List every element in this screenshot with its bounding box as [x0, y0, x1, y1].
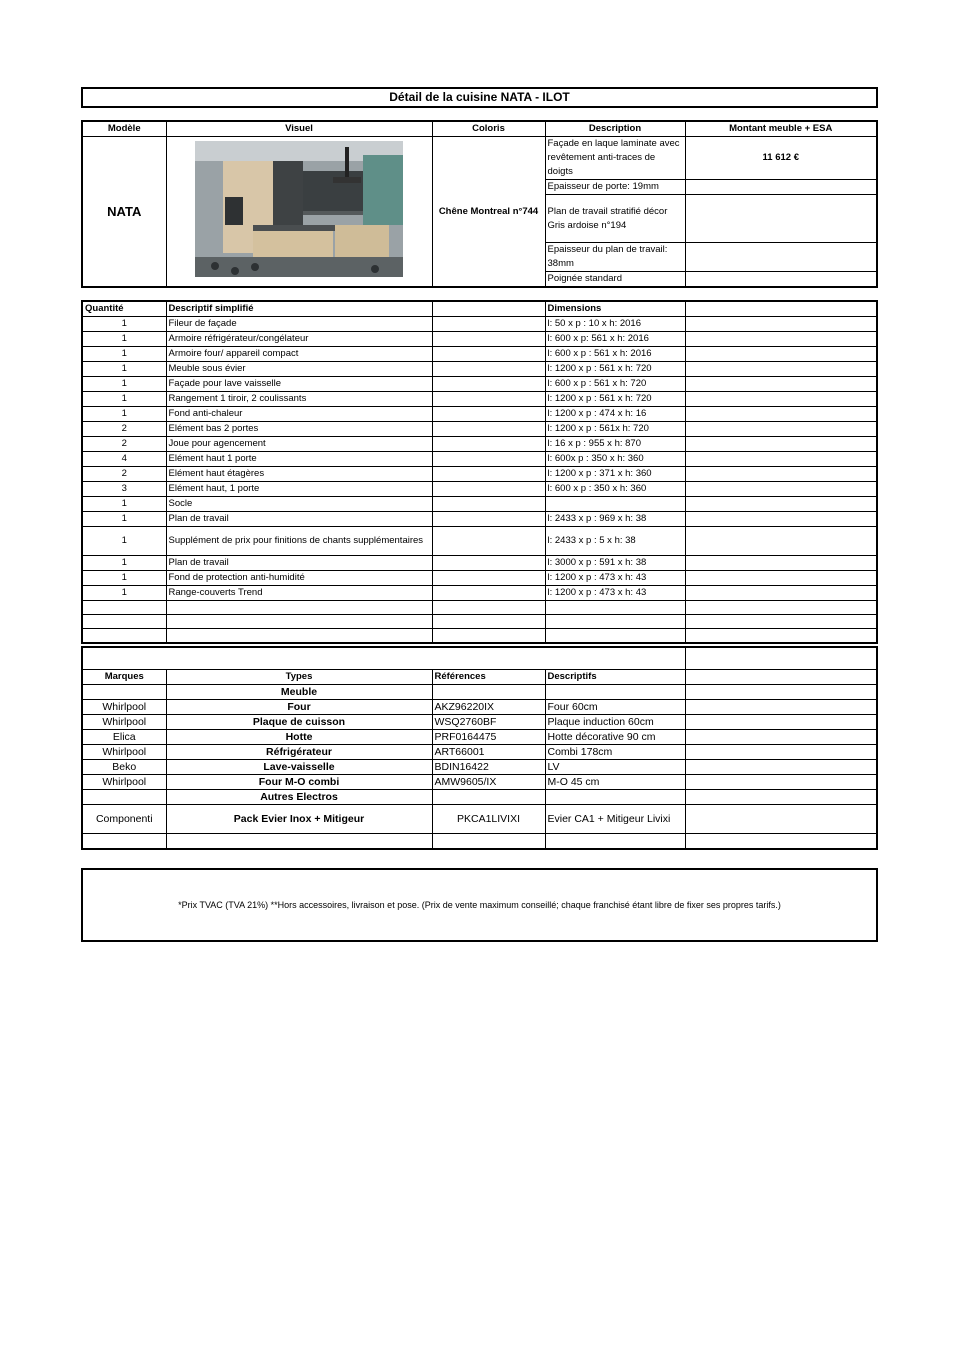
- item-dimensions: l: 600x p : 350 x h: 360: [545, 452, 685, 467]
- appliance-type: Lave-vaisselle: [166, 759, 432, 774]
- item-quantity: 1: [82, 347, 166, 362]
- item-quantity: 1: [82, 377, 166, 392]
- empty-cell: [432, 629, 545, 644]
- appliance-brand: Componenti: [82, 804, 166, 833]
- model-color: Chêne Montreal n°744: [432, 137, 545, 288]
- appliance-type: Réfrigérateur: [166, 744, 432, 759]
- item-quantity: 1: [82, 407, 166, 422]
- item-dimensions: l: 1200 x p : 561 x h: 720: [545, 392, 685, 407]
- empty-cell: [685, 527, 877, 556]
- appliance-reference: AMW9605/IX: [432, 774, 545, 789]
- header-description: Description: [545, 121, 685, 137]
- table-row: [82, 714, 877, 729]
- empty-cell: [432, 615, 545, 629]
- table-row: [82, 699, 877, 714]
- header-coloris: Coloris: [432, 121, 545, 137]
- header-modele: Modèle: [82, 121, 166, 137]
- empty-cell: [685, 180, 877, 195]
- table-row: [82, 586, 877, 601]
- table-row: [82, 759, 877, 774]
- item-quantity: 1: [82, 586, 166, 601]
- table-row: [82, 377, 877, 392]
- header-types: Types: [166, 669, 432, 684]
- empty-cell: [685, 437, 877, 452]
- item-description: Armoire four/ appareil compact: [166, 347, 432, 362]
- header-visuel: Visuel: [166, 121, 432, 137]
- empty-cell: [685, 615, 877, 629]
- item-quantity: [82, 615, 166, 629]
- header-descriptifs: Descriptifs: [545, 669, 685, 684]
- item-dimensions: [545, 615, 685, 629]
- empty-cell: [432, 377, 545, 392]
- item-quantity: 1: [82, 332, 166, 347]
- appliances-table: [81, 646, 878, 850]
- item-quantity: 1: [82, 497, 166, 512]
- empty-cell: [685, 699, 877, 714]
- appliance-brand: Beko: [82, 759, 166, 774]
- appliance-description: Evier CA1 + Mitigeur Livixi: [545, 804, 685, 833]
- appliance-reference: BDIN16422: [432, 759, 545, 774]
- item-description: Supplément de prix pour finitions de chants supplémentaires: [166, 527, 432, 556]
- empty-cell: [545, 833, 685, 849]
- table-row: [82, 392, 877, 407]
- empty-cell: [432, 422, 545, 437]
- empty-cell: [432, 833, 545, 849]
- appliance-brand: Whirlpool: [82, 744, 166, 759]
- item-description: Elément bas 2 portes: [166, 422, 432, 437]
- item-dimensions: l: 3000 x p : 591 x h: 38: [545, 556, 685, 571]
- table-row: [82, 347, 877, 362]
- table-row: [82, 789, 877, 804]
- empty-cell: [685, 744, 877, 759]
- item-dimensions: l: 16 x p : 955 x h: 870: [545, 437, 685, 452]
- section-autres-electros: Autres Electros: [166, 789, 432, 804]
- empty-cell: [685, 647, 877, 669]
- header-quantite: Quantité: [82, 301, 166, 317]
- empty-cell: [685, 482, 877, 497]
- item-description: Fond anti-chaleur: [166, 407, 432, 422]
- table-row: [82, 804, 877, 833]
- item-quantity: 3: [82, 482, 166, 497]
- item-quantity: 1: [82, 362, 166, 377]
- description-4: Epaisseur du plan de travail: 38mm: [545, 243, 685, 272]
- appliance-type: Four: [166, 699, 432, 714]
- table-row: [82, 497, 877, 512]
- table-row: [82, 482, 877, 497]
- empty-cell: [432, 332, 545, 347]
- table-row: [82, 512, 877, 527]
- empty-cell: [685, 362, 877, 377]
- appliance-brand: Whirlpool: [82, 774, 166, 789]
- table-row: [82, 422, 877, 437]
- item-description: Elément haut, 1 porte: [166, 482, 432, 497]
- item-quantity: 1: [82, 556, 166, 571]
- kitchen-image: [195, 141, 403, 277]
- table-row: [82, 467, 877, 482]
- appliance-description: Four 60cm: [545, 699, 685, 714]
- empty-cell: [685, 422, 877, 437]
- empty-cell: [685, 629, 877, 644]
- item-description: [166, 601, 432, 615]
- empty-cell: [432, 512, 545, 527]
- header-blank: [685, 301, 877, 317]
- appliance-type: Hotte: [166, 729, 432, 744]
- section-meuble: Meuble: [166, 684, 432, 699]
- item-dimensions: l: 50 x p : 10 x h: 2016: [545, 317, 685, 332]
- empty-cell: [432, 586, 545, 601]
- empty-cell: [82, 684, 166, 699]
- empty-cell: [685, 347, 877, 362]
- empty-cell: [685, 452, 877, 467]
- empty-cell: [685, 392, 877, 407]
- appliance-type: Pack Evier Inox + Mitigeur: [166, 804, 432, 833]
- appliance-brand: Whirlpool: [82, 699, 166, 714]
- empty-cell: [166, 833, 432, 849]
- appliance-reference: PKCA1LIVIXI: [432, 804, 545, 833]
- table-row: [82, 452, 877, 467]
- item-description: Fond de protection anti-humidité: [166, 571, 432, 586]
- header-descriptif: Descriptif simplifié: [166, 301, 432, 317]
- header-marques: Marques: [82, 669, 166, 684]
- appliance-reference: ART66001: [432, 744, 545, 759]
- table-row: [82, 833, 877, 849]
- item-dimensions: l: 1200 x p : 474 x h: 16: [545, 407, 685, 422]
- item-description: Armoire réfrigérateur/congélateur: [166, 332, 432, 347]
- item-dimensions: l: 1200 x p : 473 x h: 43: [545, 586, 685, 601]
- item-description: Joue pour agencement: [166, 437, 432, 452]
- table-row: [82, 527, 877, 556]
- appliance-description: Hotte décorative 90 cm: [545, 729, 685, 744]
- item-quantity: 2: [82, 437, 166, 452]
- item-dimensions: l: 600 x p : 561 x h: 2016: [545, 347, 685, 362]
- header-blank: [685, 669, 877, 684]
- item-dimensions: [545, 629, 685, 644]
- item-dimensions: l: 1200 x p : 473 x h: 43: [545, 571, 685, 586]
- item-dimensions: l: 1200 x p : 561x h: 720: [545, 422, 685, 437]
- table-row: [82, 437, 877, 452]
- item-dimensions: l: 600 x p : 561 x h: 720: [545, 377, 685, 392]
- empty-cell: [432, 601, 545, 615]
- table-row: [82, 615, 877, 629]
- empty-cell: [685, 195, 877, 243]
- item-quantity: [82, 601, 166, 615]
- empty-cell: [685, 317, 877, 332]
- item-description: Rangement 1 tiroir, 2 coulissants: [166, 392, 432, 407]
- item-description: [166, 629, 432, 644]
- item-dimensions: l: 1200 x p : 561 x h: 720: [545, 362, 685, 377]
- empty-cell: [685, 556, 877, 571]
- appliance-brand: Elica: [82, 729, 166, 744]
- empty-cell: [545, 684, 685, 699]
- item-dimensions: l: 1200 x p : 371 x h: 360: [545, 467, 685, 482]
- empty-cell: [685, 243, 877, 272]
- description-2: Epaisseur de porte: 19mm: [545, 180, 685, 195]
- item-description: Plan de travail: [166, 556, 432, 571]
- description-3: Plan de travail stratifié décor Gris ardoise n°194: [545, 195, 685, 243]
- item-quantity: 1: [82, 392, 166, 407]
- table-row: [82, 774, 877, 789]
- empty-cell: [432, 684, 545, 699]
- empty-cell: [685, 512, 877, 527]
- empty-cell: [432, 571, 545, 586]
- model-name: NATA: [82, 137, 166, 288]
- empty-cell: [685, 377, 877, 392]
- model-amount: 11 612 €: [685, 137, 877, 180]
- empty-cell: [432, 527, 545, 556]
- footer-note: *Prix TVAC (TVA 21%) **Hors accessoires, livraison et pose. (Prix de vente maximum conseillé; chaque franchisé étant libre de fixer ses propres tarifs.): [81, 868, 878, 942]
- items-table: [81, 300, 878, 644]
- item-quantity: [82, 629, 166, 644]
- description-5: Poignée standard: [545, 272, 685, 288]
- empty-cell: [82, 833, 166, 849]
- empty-cell: [432, 362, 545, 377]
- empty-cell: [685, 684, 877, 699]
- appliance-reference: WSQ2760BF: [432, 714, 545, 729]
- table-row: [82, 744, 877, 759]
- empty-cell: [685, 601, 877, 615]
- item-dimensions: [545, 601, 685, 615]
- empty-cell: [432, 347, 545, 362]
- item-quantity: 1: [82, 317, 166, 332]
- appliance-brand: Whirlpool: [82, 714, 166, 729]
- empty-cell: [685, 497, 877, 512]
- table-row: [82, 629, 877, 644]
- item-quantity: 4: [82, 452, 166, 467]
- empty-cell: [432, 497, 545, 512]
- empty-cell: [685, 729, 877, 744]
- item-dimensions: l: 2433 x p : 5 x h: 38: [545, 527, 685, 556]
- item-quantity: 1: [82, 512, 166, 527]
- appliance-description: LV: [545, 759, 685, 774]
- empty-cell: [685, 586, 877, 601]
- empty-cell: [685, 332, 877, 347]
- empty-cell: [432, 317, 545, 332]
- appliance-type: Plaque de cuisson: [166, 714, 432, 729]
- item-dimensions: l: 600 x p: 561 x h: 2016: [545, 332, 685, 347]
- empty-cell: [685, 714, 877, 729]
- empty-cell: [545, 789, 685, 804]
- table-row: [82, 362, 877, 377]
- empty-cell: [432, 407, 545, 422]
- item-description: Range-couverts Trend: [166, 586, 432, 601]
- model-table: [81, 120, 878, 288]
- item-dimensions: l: 600 x p : 350 x h: 360: [545, 482, 685, 497]
- empty-cell: [432, 437, 545, 452]
- table-row: [82, 332, 877, 347]
- item-description: Meuble sous évier: [166, 362, 432, 377]
- item-description: Elément haut 1 porte: [166, 452, 432, 467]
- item-quantity: 2: [82, 467, 166, 482]
- empty-cell: [685, 774, 877, 789]
- description-1: Façade en laque laminate avec revêtement anti-traces de doigts: [545, 137, 685, 180]
- empty-cell: [685, 571, 877, 586]
- item-description: [166, 615, 432, 629]
- empty-cell: [432, 452, 545, 467]
- item-dimensions: l: 2433 x p : 969 x h: 38: [545, 512, 685, 527]
- empty-cell: [82, 789, 166, 804]
- empty-cell: [432, 556, 545, 571]
- empty-cell: [685, 789, 877, 804]
- page-title: Détail de la cuisine NATA - ILOT: [81, 87, 878, 108]
- empty-cell: [82, 647, 685, 669]
- table-row: [82, 601, 877, 615]
- empty-cell: [685, 833, 877, 849]
- table-row: [82, 407, 877, 422]
- kitchen-visual: [166, 137, 432, 288]
- empty-cell: [432, 467, 545, 482]
- table-row: [82, 556, 877, 571]
- empty-cell: [685, 467, 877, 482]
- item-description: Elément haut étagères: [166, 467, 432, 482]
- item-dimensions: [545, 497, 685, 512]
- empty-cell: [685, 407, 877, 422]
- header-blank: [432, 301, 545, 317]
- header-dimensions: Dimensions: [545, 301, 685, 317]
- item-description: Socle: [166, 497, 432, 512]
- table-row: [82, 729, 877, 744]
- item-description: Fileur de façade: [166, 317, 432, 332]
- table-row: [82, 571, 877, 586]
- appliance-description: Combi 178cm: [545, 744, 685, 759]
- appliance-description: Plaque induction 60cm: [545, 714, 685, 729]
- item-quantity: 2: [82, 422, 166, 437]
- empty-cell: [685, 804, 877, 833]
- item-description: Façade pour lave vaisselle: [166, 377, 432, 392]
- empty-cell: [685, 272, 877, 288]
- item-quantity: 1: [82, 527, 166, 556]
- item-quantity: 1: [82, 571, 166, 586]
- appliance-reference: AKZ96220IX: [432, 699, 545, 714]
- empty-cell: [685, 759, 877, 774]
- empty-cell: [432, 789, 545, 804]
- appliance-description: M-O 45 cm: [545, 774, 685, 789]
- empty-cell: [432, 392, 545, 407]
- table-row: [82, 317, 877, 332]
- appliance-reference: PRF0164475: [432, 729, 545, 744]
- item-description: Plan de travail: [166, 512, 432, 527]
- empty-cell: [432, 482, 545, 497]
- header-montant: Montant meuble + ESA: [685, 121, 877, 137]
- appliance-type: Four M-O combi: [166, 774, 432, 789]
- header-references: Références: [432, 669, 545, 684]
